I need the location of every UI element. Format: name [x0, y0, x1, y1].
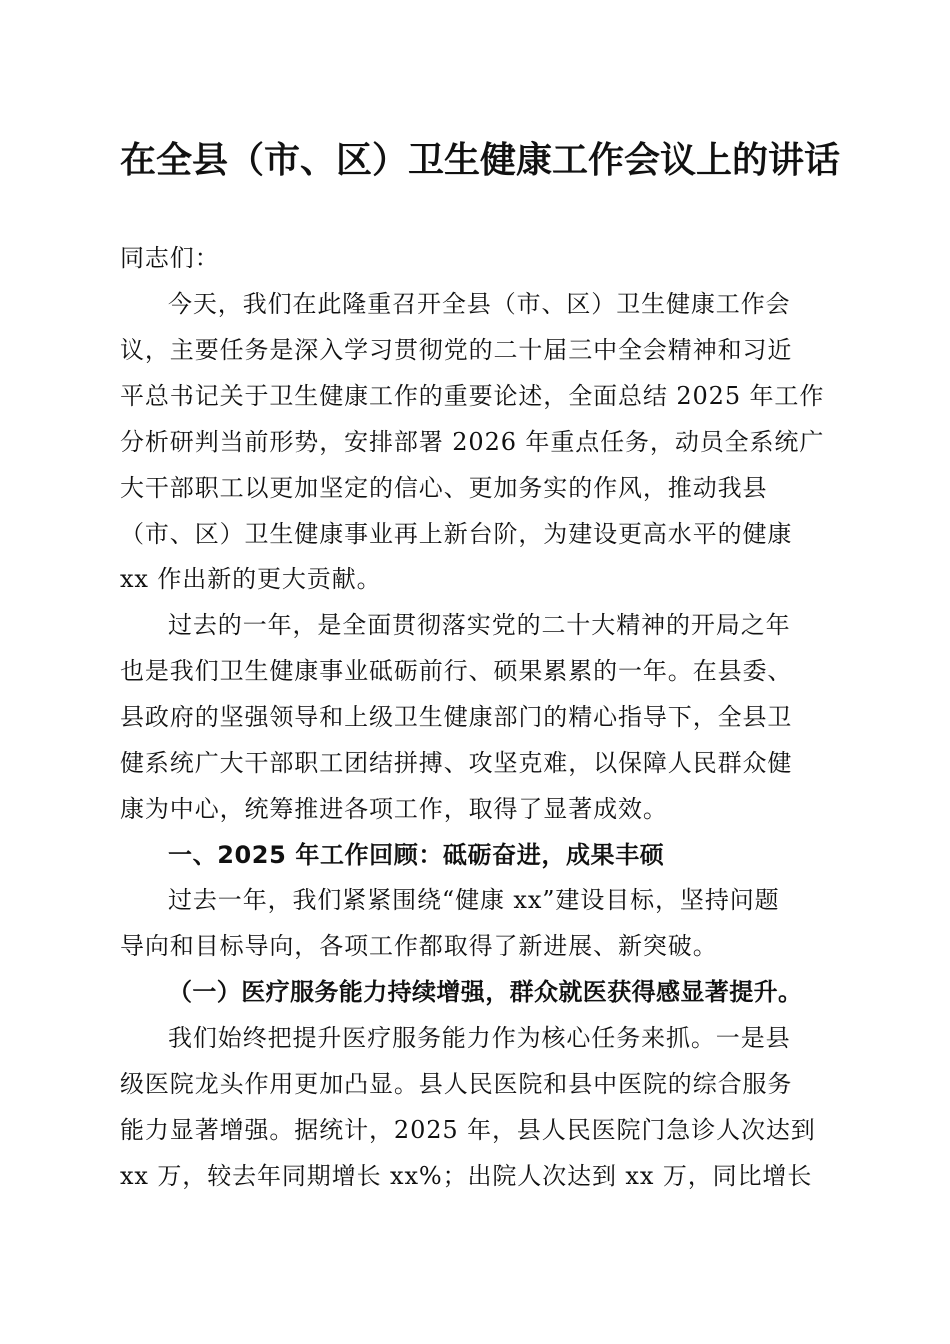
paragraph-3-line-2: 导向和目标导向，各项工作都取得了新进展、新突破。 [120, 932, 718, 960]
paragraph-3-line-1: 过去一年，我们紧紧围绕“健康 xx”建设目标，坚持问题 [168, 886, 780, 914]
paragraph-1-line-5: 大干部职工以更加坚定的信心、更加务实的作风，推动我县 [120, 474, 768, 502]
paragraph-2-line-2: 也是我们卫生健康事业砥砺前行、硕果累累的一年。在县委、 [120, 657, 793, 685]
document-title: 在全县（市、区）卫生健康工作会议上的讲话 [120, 139, 841, 181]
greeting: 同志们： [120, 244, 220, 272]
paragraph-4-line-1: 我们始终把提升医疗服务能力作为核心任务来抓。一是县 [168, 1024, 791, 1052]
paragraph-2-line-1: 过去的一年，是全面贯彻落实党的二十大精神的开局之年 [168, 611, 791, 639]
paragraph-1-line-7: xx 作出新的更大贡献。 [120, 565, 382, 593]
paragraph-4-line-2: 级医院龙头作用更加凸显。县人民医院和县中医院的综合服务 [120, 1070, 793, 1098]
paragraph-2-line-5: 康为中心，统筹推进各项工作，取得了显著成效。 [120, 795, 668, 823]
paragraph-1-line-3: 平总书记关于卫生健康工作的重要论述，全面总结 2025 年工作 [120, 382, 825, 410]
section-1-heading: 一、2025 年工作回顾：砥砺奋进，成果丰硕 [168, 841, 665, 869]
paragraph-1-line-1: 今天，我们在此隆重召开全县（市、区）卫生健康工作会 [168, 290, 791, 318]
paragraph-1-line-2: 议，主要任务是深入学习贯彻党的二十届三中全会精神和习近 [120, 336, 793, 364]
paragraph-4-line-3: 能力显著增强。据统计，2025 年，县人民医院门急诊人次达到 [120, 1116, 816, 1144]
paragraph-2-line-4: 健系统广大干部职工团结拼搏、攻坚克难，以保障人民群众健 [120, 749, 793, 777]
subsection-1-heading: （一）医疗服务能力持续增强，群众就医获得感显著提升。 [168, 977, 803, 1006]
paragraph-1-line-6: （市、区）卫生健康事业再上新台阶，为建设更高水平的健康 [120, 520, 793, 548]
paragraph-2-line-3: 县政府的坚强领导和上级卫生健康部门的精心指导下，全县卫 [120, 703, 793, 731]
paragraph-1-line-4: 分析研判当前形势，安排部署 2026 年重点任务，动员全系统广 [120, 428, 825, 456]
paragraph-4-line-4: xx 万，较去年同期增长 xx%；出院人次达到 xx 万，同比增长 [120, 1162, 813, 1190]
